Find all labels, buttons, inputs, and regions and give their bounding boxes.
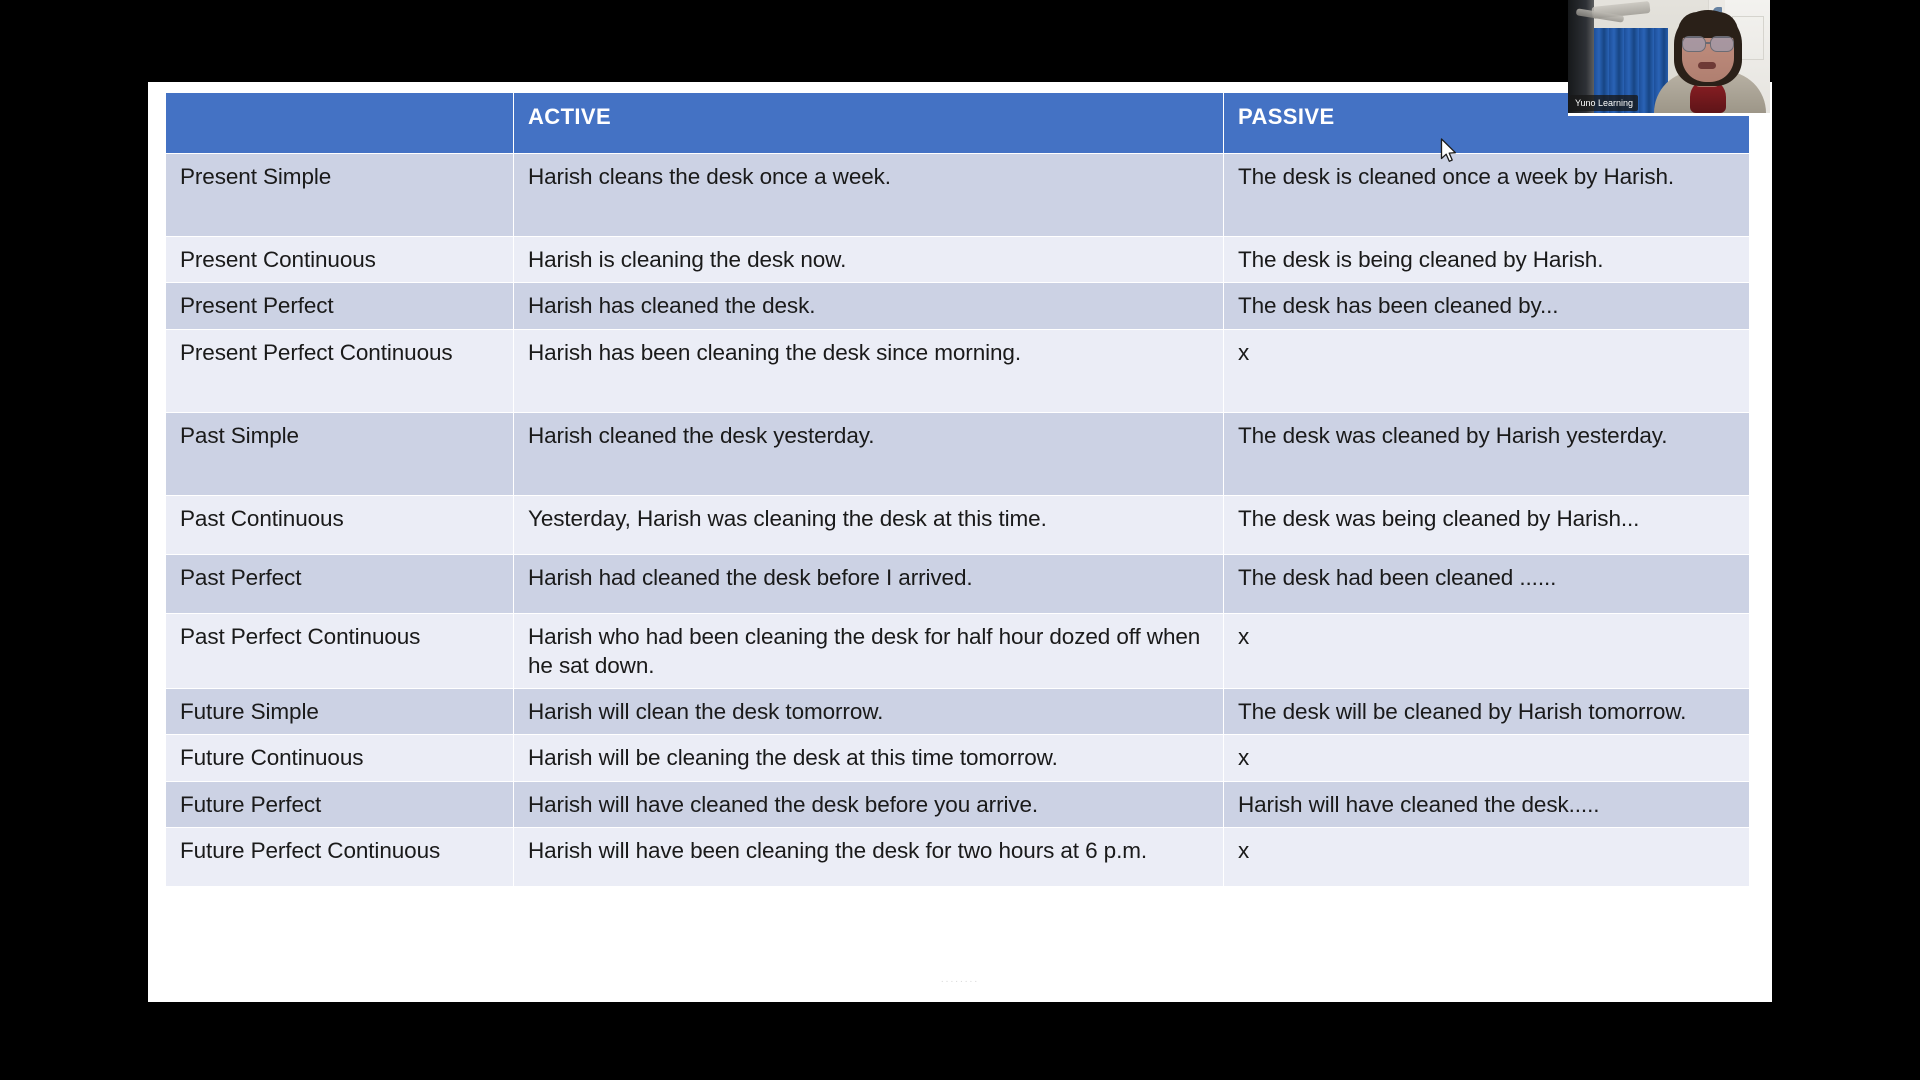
cell-passive-sentence: The desk was being cleaned by Harish... bbox=[1224, 495, 1750, 554]
table-row bbox=[166, 329, 1750, 412]
table-row bbox=[166, 689, 1750, 735]
cell-passive-sentence: x bbox=[1224, 827, 1750, 886]
cell-tense-name: Future Perfect Continuous bbox=[166, 827, 514, 886]
participant-person bbox=[1660, 6, 1756, 113]
slide-edge-sliver bbox=[1568, 113, 1770, 116]
table-header bbox=[166, 93, 1750, 154]
cell-passive-sentence: The desk was cleaned by Harish yesterday. bbox=[1224, 412, 1750, 495]
cell-passive-sentence: The desk had been cleaned ...... bbox=[1224, 554, 1750, 613]
cell-tense-name: Present Perfect Continuous bbox=[166, 329, 514, 412]
cell-active-sentence: Harish will have cleaned the desk before you arrive. bbox=[514, 781, 1224, 827]
table-row bbox=[166, 613, 1750, 689]
table-row bbox=[166, 554, 1750, 613]
participant-name-label: Yuno Learning bbox=[1570, 95, 1638, 111]
column-header-passive: PASSIVE bbox=[1224, 93, 1750, 154]
cell-tense-name: Present Simple bbox=[166, 154, 514, 237]
cell-tense-name: Present Perfect bbox=[166, 283, 514, 329]
table-row bbox=[166, 495, 1750, 554]
cell-passive-sentence: The desk will be cleaned by Harish tomorrow. bbox=[1224, 689, 1750, 735]
table-row bbox=[166, 735, 1750, 781]
cell-active-sentence: Harish cleans the desk once a week. bbox=[514, 154, 1224, 237]
active-passive-voice-table bbox=[165, 92, 1750, 887]
table-row bbox=[166, 781, 1750, 827]
cell-active-sentence: Harish has cleaned the desk. bbox=[514, 283, 1224, 329]
cell-tense-name: Present Continuous bbox=[166, 237, 514, 283]
cell-tense-name: Future Perfect bbox=[166, 781, 514, 827]
shared-slide bbox=[148, 82, 1772, 1002]
cell-tense-name: Past Continuous bbox=[166, 495, 514, 554]
cell-active-sentence: Harish will have been cleaning the desk for two hours at 6 p.m. bbox=[514, 827, 1224, 886]
eyeglasses-icon bbox=[1680, 36, 1736, 50]
table-body bbox=[166, 154, 1750, 887]
cell-tense-name: Past Perfect bbox=[166, 554, 514, 613]
table-row bbox=[166, 412, 1750, 495]
cell-passive-sentence: The desk is cleaned once a week by Harish. bbox=[1224, 154, 1750, 237]
cell-passive-sentence: x bbox=[1224, 613, 1750, 689]
person-hair-top bbox=[1678, 12, 1738, 38]
cell-active-sentence: Harish will be cleaning the desk at this time tomorrow. bbox=[514, 735, 1224, 781]
cell-passive-sentence: x bbox=[1224, 735, 1750, 781]
cell-passive-sentence: The desk is being cleaned by Harish. bbox=[1224, 237, 1750, 283]
cell-tense-name: Past Perfect Continuous bbox=[166, 613, 514, 689]
cell-active-sentence: Harish cleaned the desk yesterday. bbox=[514, 412, 1224, 495]
participant-video-tile[interactable] bbox=[1568, 0, 1770, 113]
cell-tense-name: Past Simple bbox=[166, 412, 514, 495]
slide-footer-dots: ........ bbox=[940, 974, 980, 985]
cell-active-sentence: Harish will clean the desk tomorrow. bbox=[514, 689, 1224, 735]
cell-active-sentence: Yesterday, Harish was cleaning the desk at this time. bbox=[514, 495, 1224, 554]
cell-active-sentence: Harish has been cleaning the desk since morning. bbox=[514, 329, 1224, 412]
column-header-active: ACTIVE bbox=[514, 93, 1224, 154]
table-row bbox=[166, 827, 1750, 886]
cell-passive-sentence: x bbox=[1224, 329, 1750, 412]
cell-active-sentence: Harish who had been cleaning the desk for half hour dozed off when he sat down. bbox=[514, 613, 1224, 689]
table-header-row bbox=[166, 93, 1750, 154]
cell-passive-sentence: Harish will have cleaned the desk..... bbox=[1224, 781, 1750, 827]
cell-active-sentence: Harish is cleaning the desk now. bbox=[514, 237, 1224, 283]
table-row bbox=[166, 154, 1750, 237]
table-row bbox=[166, 283, 1750, 329]
person-mouth bbox=[1698, 62, 1716, 69]
cell-active-sentence: Harish had cleaned the desk before I arrived. bbox=[514, 554, 1224, 613]
cell-tense-name: Future Simple bbox=[166, 689, 514, 735]
cell-tense-name: Future Continuous bbox=[166, 735, 514, 781]
table-row bbox=[166, 237, 1750, 283]
column-header-tense bbox=[166, 93, 514, 154]
cell-passive-sentence: The desk has been cleaned by... bbox=[1224, 283, 1750, 329]
